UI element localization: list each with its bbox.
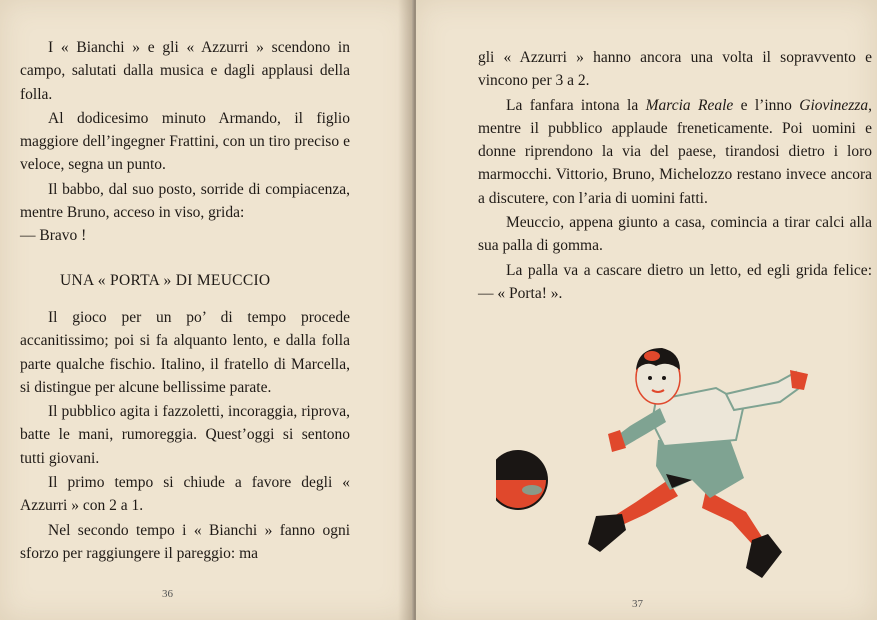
left-page — [0, 0, 412, 620]
paragraph — [478, 94, 872, 210]
boy-kicking-ball-illustration — [496, 330, 816, 590]
page-number: 37 — [632, 598, 643, 610]
paragraph: Nel secondo tempo i « Bianchi » fanno ogni sforzo per raggiungere il pareggio: ma — [20, 521, 350, 562]
ball-icon — [496, 450, 548, 510]
chapter-heading: UNA « PORTA » DI MEUCCIO — [60, 271, 271, 289]
left-page-text — [20, 36, 350, 565]
paragraph: — Bravo ! — [20, 227, 87, 245]
right-page-text — [478, 46, 872, 305]
italic-title: Giovinezza — [799, 96, 869, 114]
paragraph: La palla va a cascare dietro un letto, ed egli grida felice: — « Porta! ». — [478, 261, 872, 302]
paragraph: Il primo tempo si chiude a favore degli « Azzurri » con 2 a 1. — [20, 474, 350, 515]
paragraph: Il pubblico agita i fazzoletti, incoraggia, riprova, batte le mani, rumoreggia. Quest’oggi si sentono tutti giovani. — [20, 403, 350, 467]
page-number: 36 — [162, 588, 173, 600]
text-run: La fanfara intona la — [506, 96, 646, 114]
right-page — [416, 0, 877, 620]
paragraph: Meuccio, appena giunto a casa, comincia a tirar calci alla sua palla di gomma. — [478, 214, 872, 255]
italic-title: Marcia Reale — [645, 96, 734, 114]
paragraph: gli « Azzurri » hanno ancora una volta il sopravvento e vincono per 3 a 2. — [478, 49, 872, 90]
paragraph: Il gioco per un po’ di tempo procede accanitissimo; poi si fa alquanto lento, e dalla folla parte qualche fischio. Italino, il fratello di Marcella, si distingue per alcune bellissime parate. — [20, 308, 350, 396]
text-run: e l’inno — [733, 96, 800, 114]
text-run: , mentre il pubblico applaude freneticamente. Poi uomini e donne riprendono la via del paese, tirandosi dietro i loro marmocchi. Vittorio, Bruno, Michelozzo restano invece ancora a discutere, con l’aria di uomini fatti. — [478, 96, 873, 207]
paragraph: I « Bianchi » e gli « Azzurri » scendono in campo, salutati dalla musica e dagli applausi della folla. — [20, 39, 350, 103]
paragraph: Il babbo, dal suo posto, sorride di compiacenza, mentre Bruno, acceso in viso, grida: — [20, 180, 350, 222]
paragraph: Al dodicesimo minuto Armando, il figlio maggiore dell’ingegner Frattini, con un tiro preciso e veloce, segna un punto. — [20, 109, 350, 174]
